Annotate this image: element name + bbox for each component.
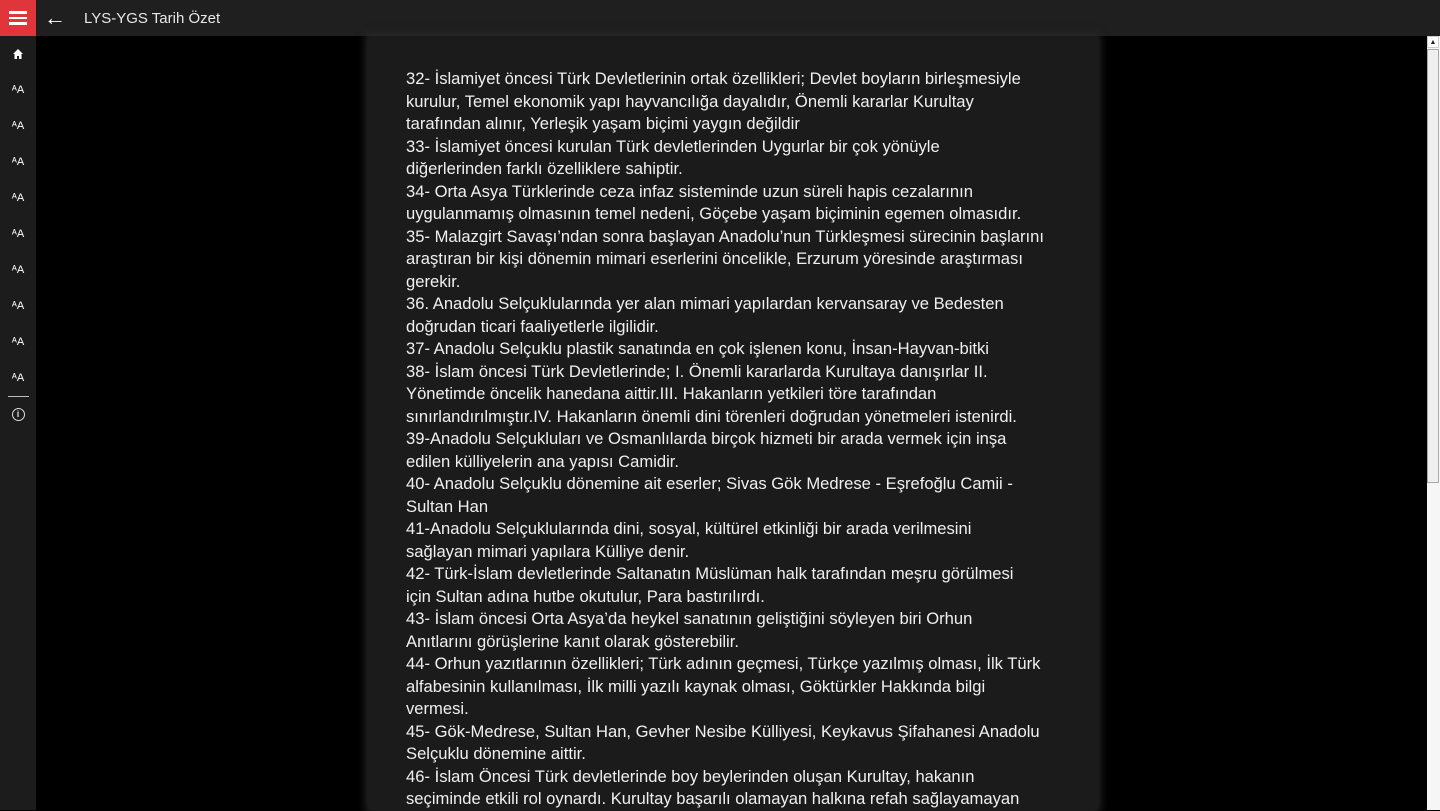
text-line: doğrudan ticari faaliyetlerle ilgilidir.: [406, 316, 659, 336]
info-icon: i: [12, 408, 25, 421]
text-line: vermesi.: [406, 699, 469, 718]
text-line: 35- Malazgirt Savaşı’ndan sonra başlayan Anadolu’nun Türkleşmesi sürecinin başlarını: [406, 226, 1044, 246]
text-line: 43- İslam öncesi Orta Asya’da heykel sanatının geliştiğini söyleyen biri Orhun: [406, 609, 973, 628]
font-size-icon: ᴬA: [11, 228, 25, 240]
list-item: [406, 766, 1044, 811]
text-line: Anıtlarını görüşlerine kanıt olarak gösterebilir.: [406, 631, 739, 651]
text-line: 46- İslam Öncesi Türk devletlerinde boy beylerinden oluşan Kurultay, hakanın: [406, 766, 975, 786]
back-arrow-icon[interactable]: ←: [44, 5, 66, 30]
text-line: 32- İslamiyet öncesi Türk Devletlerinin ortak özellikleri; Devlet boyların birleşmesiyle: [406, 69, 1021, 88]
text-line: sınırlandırılmıştır.IV. Hakanların önemli dini törenleri doğrudan yönetmeleri istenirdi.: [406, 406, 1017, 426]
text-line: 44- Orhun yazıtlarının özellikleri; Türk adının geçmesi, Türkçe yazılmış olması, İlk Türk: [406, 654, 1041, 673]
list-item: [406, 181, 1044, 226]
scroll-up-arrow-icon[interactable]: ▲: [1427, 36, 1439, 48]
text-line: edilen külliyelerin ana yapısı Camidir.: [406, 451, 680, 471]
font-size-icon: ᴬA: [11, 264, 25, 276]
sidebar: [0, 36, 36, 810]
font-size-icon: ᴬA: [11, 300, 25, 312]
text-line: 40- Anadolu Selçuklu dönemine ait eserler; Sivas Gök Medrese - Eşrefoğlu Camii -: [406, 474, 1013, 493]
vertical-scrollbar[interactable]: [1427, 36, 1440, 810]
text-line: araştıran bir kişi dönemin mimari eserlerini öncelikle, Erzurum yöresinde araştırması: [406, 249, 1023, 268]
list-item: [406, 68, 1044, 136]
list-item: [406, 226, 1044, 294]
list-item: [406, 721, 1044, 766]
list-item: [406, 338, 1044, 361]
text-line: 39-Anadolu Selçukluları ve Osmanlılarda birçok hizmeti bir arada vermek için inşa: [406, 429, 1007, 448]
text-line: uygulanmamış olmasının temel nedeni, Göçebe yaşam biçiminin egemen olmasıdır.: [406, 204, 1022, 223]
text-line: 37- Anadolu Selçuklu plastik sanatında en çok işlenen konu, İnsan-Hayvan-bitki: [406, 339, 989, 358]
font-size-button[interactable]: [0, 252, 36, 288]
font-size-button[interactable]: [0, 360, 36, 396]
text-line: Yönetimde öncelik hanedana aittir.III. Hakanların yetkileri töre tarafından: [406, 384, 937, 403]
font-size-icon: ᴬA: [11, 120, 25, 132]
font-size-button[interactable]: [0, 288, 36, 324]
list-item: [406, 136, 1044, 181]
list-item: [406, 473, 1044, 518]
document-page: [368, 36, 1098, 810]
text-line: Sultan Han: [406, 496, 489, 516]
text-line: tarafından alınır, Yerleşik yaşam biçimi yaygın değildir: [406, 114, 800, 133]
scroll-thumb[interactable]: [1427, 49, 1439, 483]
text-line: alfabesinin kullanılması, İlk milli yazılı kaynak olması, Göktürkler Hakkında bilgi: [406, 676, 986, 696]
font-size-icon: ᴬA: [11, 336, 25, 348]
font-size-button[interactable]: [0, 324, 36, 360]
text-line: için Sultan adına hutbe okutulur, Para bastırılırdı.: [406, 586, 765, 606]
list-item: [406, 361, 1044, 429]
text-line: seçiminde etkili rol oynardı. Kurultay başarılı olamayan halkına refah sağlayamayan: [406, 789, 1020, 808]
text-line: kurulur, Temel ekonomik yapı hayvancılığa dayalıdır, Önemli kararlar Kurultay: [406, 91, 974, 111]
font-size-button[interactable]: [0, 72, 36, 108]
text-line: 33- İslamiyet öncesi kurulan Türk devletlerinden Uygurlar bir çok yönüyle: [406, 136, 940, 156]
list-item: [406, 518, 1044, 563]
font-size-button[interactable]: [0, 108, 36, 144]
text-line: 45- Gök-Medrese, Sultan Han, Gevher Nesibe Külliyesi, Keykavus Şifahanesi Anadolu: [406, 721, 1040, 741]
font-size-icon: ᴬA: [11, 192, 25, 204]
text-line: 41-Anadolu Selçuklularında dini, sosyal, kültürel etkinliği bir arada verilmesini: [406, 519, 972, 538]
list-item: [406, 653, 1044, 721]
home-icon: [12, 48, 24, 60]
text-line: 34- Orta Asya Türklerinde ceza infaz sisteminde uzun süreli hapis cezalarının: [406, 181, 973, 201]
list-item: [406, 563, 1044, 608]
text-line: diğerlerinden farklı özelliklere sahiptir.: [406, 159, 683, 178]
font-size-icon: ᴬA: [11, 372, 25, 384]
text-line: 36. Anadolu Selçuklularında yer alan mimari yapılardan kervansaray ve Bedesten: [406, 294, 1004, 313]
text-line: gerekir.: [406, 271, 461, 291]
text-line: 38- İslam öncesi Türk Devletlerinde; I. Önemli kararlarda Kurultaya danışırlar II.: [406, 361, 988, 381]
text-line: sağlayan mimari yapılara Külliye denir.: [406, 541, 690, 561]
app-title: LYS-YGS Tarih Özet: [84, 10, 221, 27]
hamburger-menu-button[interactable]: [0, 0, 36, 36]
text-line: 42- Türk-İslam devletlerinde Saltanatın Müslüman halk tarafından meşru görülmesi: [406, 564, 1014, 583]
list-item: [406, 293, 1044, 338]
list-item: [406, 428, 1044, 473]
font-size-icon: ᴬA: [11, 84, 25, 96]
info-button[interactable]: [0, 396, 36, 432]
font-size-icon: ᴬA: [11, 156, 25, 168]
font-size-button[interactable]: [0, 180, 36, 216]
title-bar: [0, 0, 1440, 36]
font-size-button[interactable]: [0, 216, 36, 252]
home-button[interactable]: [0, 36, 36, 72]
text-line: Selçuklu dönemine aittir.: [406, 744, 586, 763]
font-size-button[interactable]: [0, 144, 36, 180]
summary-text: [406, 68, 1044, 811]
list-item: [406, 608, 1044, 653]
